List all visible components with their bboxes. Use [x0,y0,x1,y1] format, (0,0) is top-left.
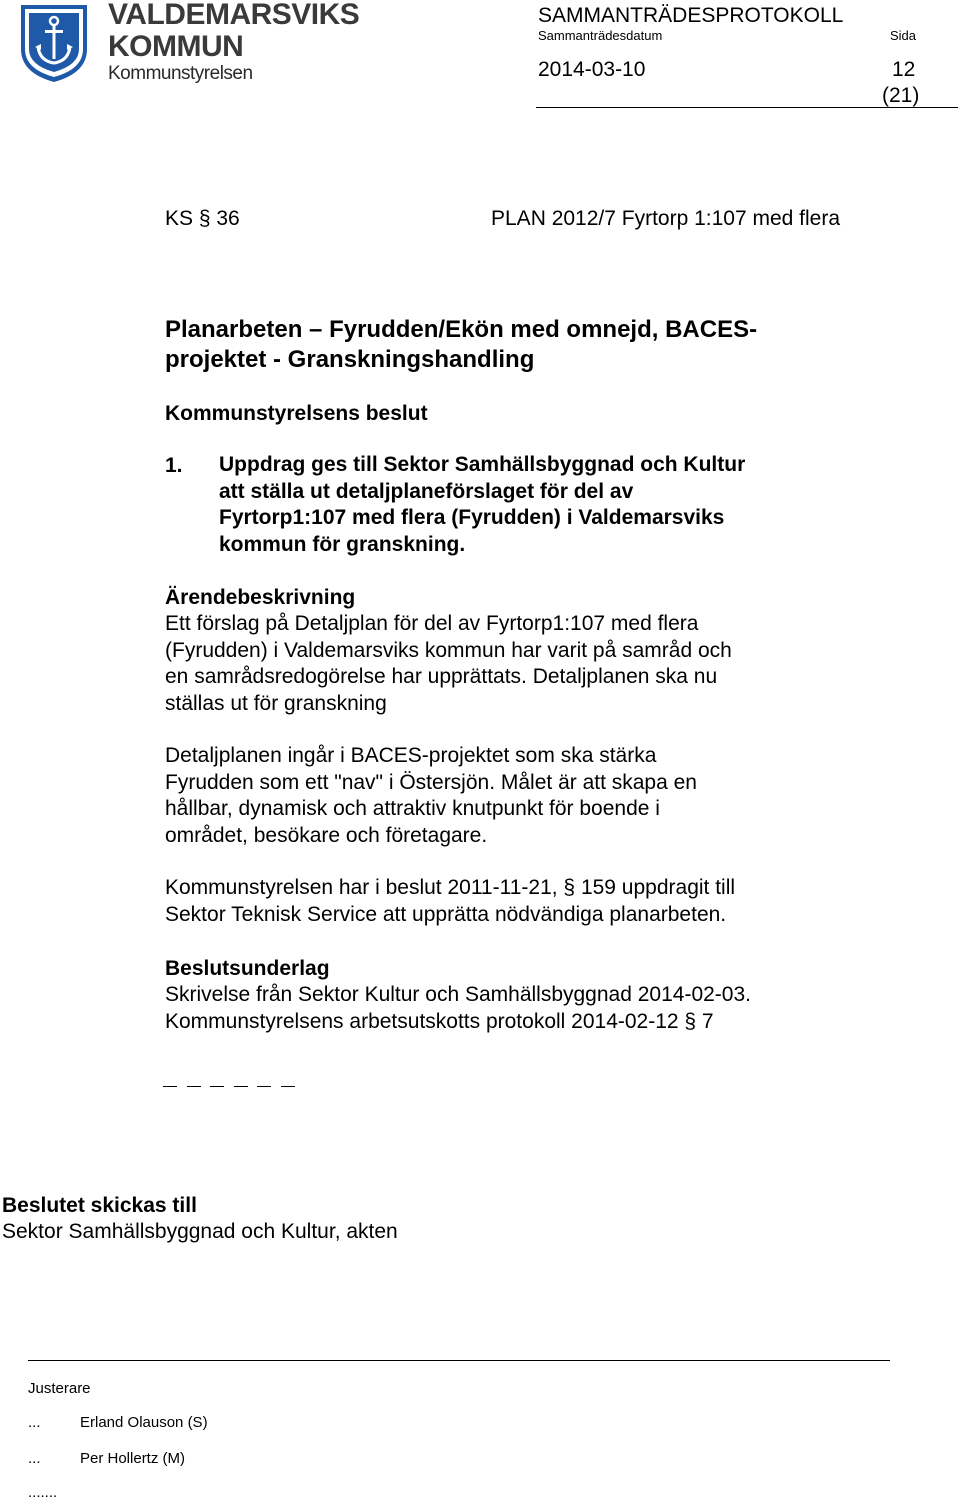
signature-dots: ... [28,1450,41,1467]
signer-name: Erland Olauson (S) [80,1414,208,1431]
description-paragraph-3 [165,875,735,928]
case-id: KS § 36 [165,207,240,230]
description-heading: Ärendebeskrivning [165,586,356,609]
date-label: Sammanträdesdatum [538,28,663,43]
anchor-shield-icon [18,3,90,83]
decision-line: kommun för granskning. [219,532,466,556]
text-line: Skrivelse från Sektor Kultur och Samhällsbyggnad 2014-02-03. [165,983,751,1006]
decision-line: Uppdrag ges till Sektor Samhällsbyggnad och Kultur [219,453,746,476]
decision-line: Fyrtorp1:107 med flera (Fyrudden) i Valdemarsviks [219,506,725,529]
text-line: Kommunstyrelsens arbetsutskotts protokoll 2014-02-12 § 7 [165,1009,714,1033]
sent-to-recipients: Sektor Samhällsbyggnad och Kultur, akten [2,1220,398,1243]
text-line: (Fyrudden) i Valdemarsviks kommun har varit på samråd och [165,638,732,662]
text-line: ställas ut för granskning [165,691,387,715]
page-label: Sida [890,28,917,43]
page-title-line2: projektet - Granskningshandling [165,346,535,373]
meeting-date: 2014-03-10 [538,58,646,81]
text-line: Sektor Teknisk Service att upprätta nödvändiga planarbeten. [165,902,727,926]
org-name-line2: KOMMUN [108,30,244,63]
decision-item-text [219,452,745,558]
signature-dots: ... [28,1414,41,1431]
text-line: Kommunstyrelsen har i beslut 2011-11-21, § 159 uppdragit till [165,876,736,899]
footer-divider [28,1360,890,1361]
text-line: Detaljplanen ingår i BACES-projektet som ska stärka [165,744,657,767]
basis-list [165,982,751,1035]
text-line: en samrådsredogörelse har upprättats. Detaljplanen ska nu [165,665,718,688]
decision-item-number: 1. [165,454,183,477]
page-number: 12 [892,58,916,81]
basis-heading: Beslutsunderlag [165,957,330,980]
sent-to-heading: Beslutet skickas till [2,1194,197,1217]
text-line: Ett förslag på Detaljplan för del av Fyrtorp1:107 med flera [165,612,699,635]
page-total: (21) [882,84,920,107]
description-paragraph-2 [165,743,697,849]
signers-label: Justerare [28,1380,91,1397]
text-line: hållbar, dynamisk och attraktiv knutpunkt för boende i [165,797,660,820]
page-title-line1: Planarbeten – Fyrudden/Ekön med omnejd, BACES- [165,316,758,343]
signature-dots: ....... [28,1484,58,1501]
header-divider [536,107,958,108]
case-reference: PLAN 2012/7 Fyrtorp 1:107 med flera [491,207,841,230]
text-line: området, besökare och företagare. [165,823,488,847]
org-name-line3: Kommunstyrelsen [108,63,253,84]
description-paragraph-1 [165,611,732,717]
org-name-line1: VALDEMARSVIKS [108,0,360,31]
signer-name: Per Hollertz (M) [80,1450,186,1467]
decision-heading: Kommunstyrelsens beslut [165,402,428,425]
document-type: SAMMANTRÄDESPROTOKOLL [538,4,844,27]
text-line: Fyrudden som ett "nav" i Östersjön. Målet är att skapa en [165,770,697,794]
decision-line: att ställa ut detaljplaneförslaget för del av [219,479,634,503]
